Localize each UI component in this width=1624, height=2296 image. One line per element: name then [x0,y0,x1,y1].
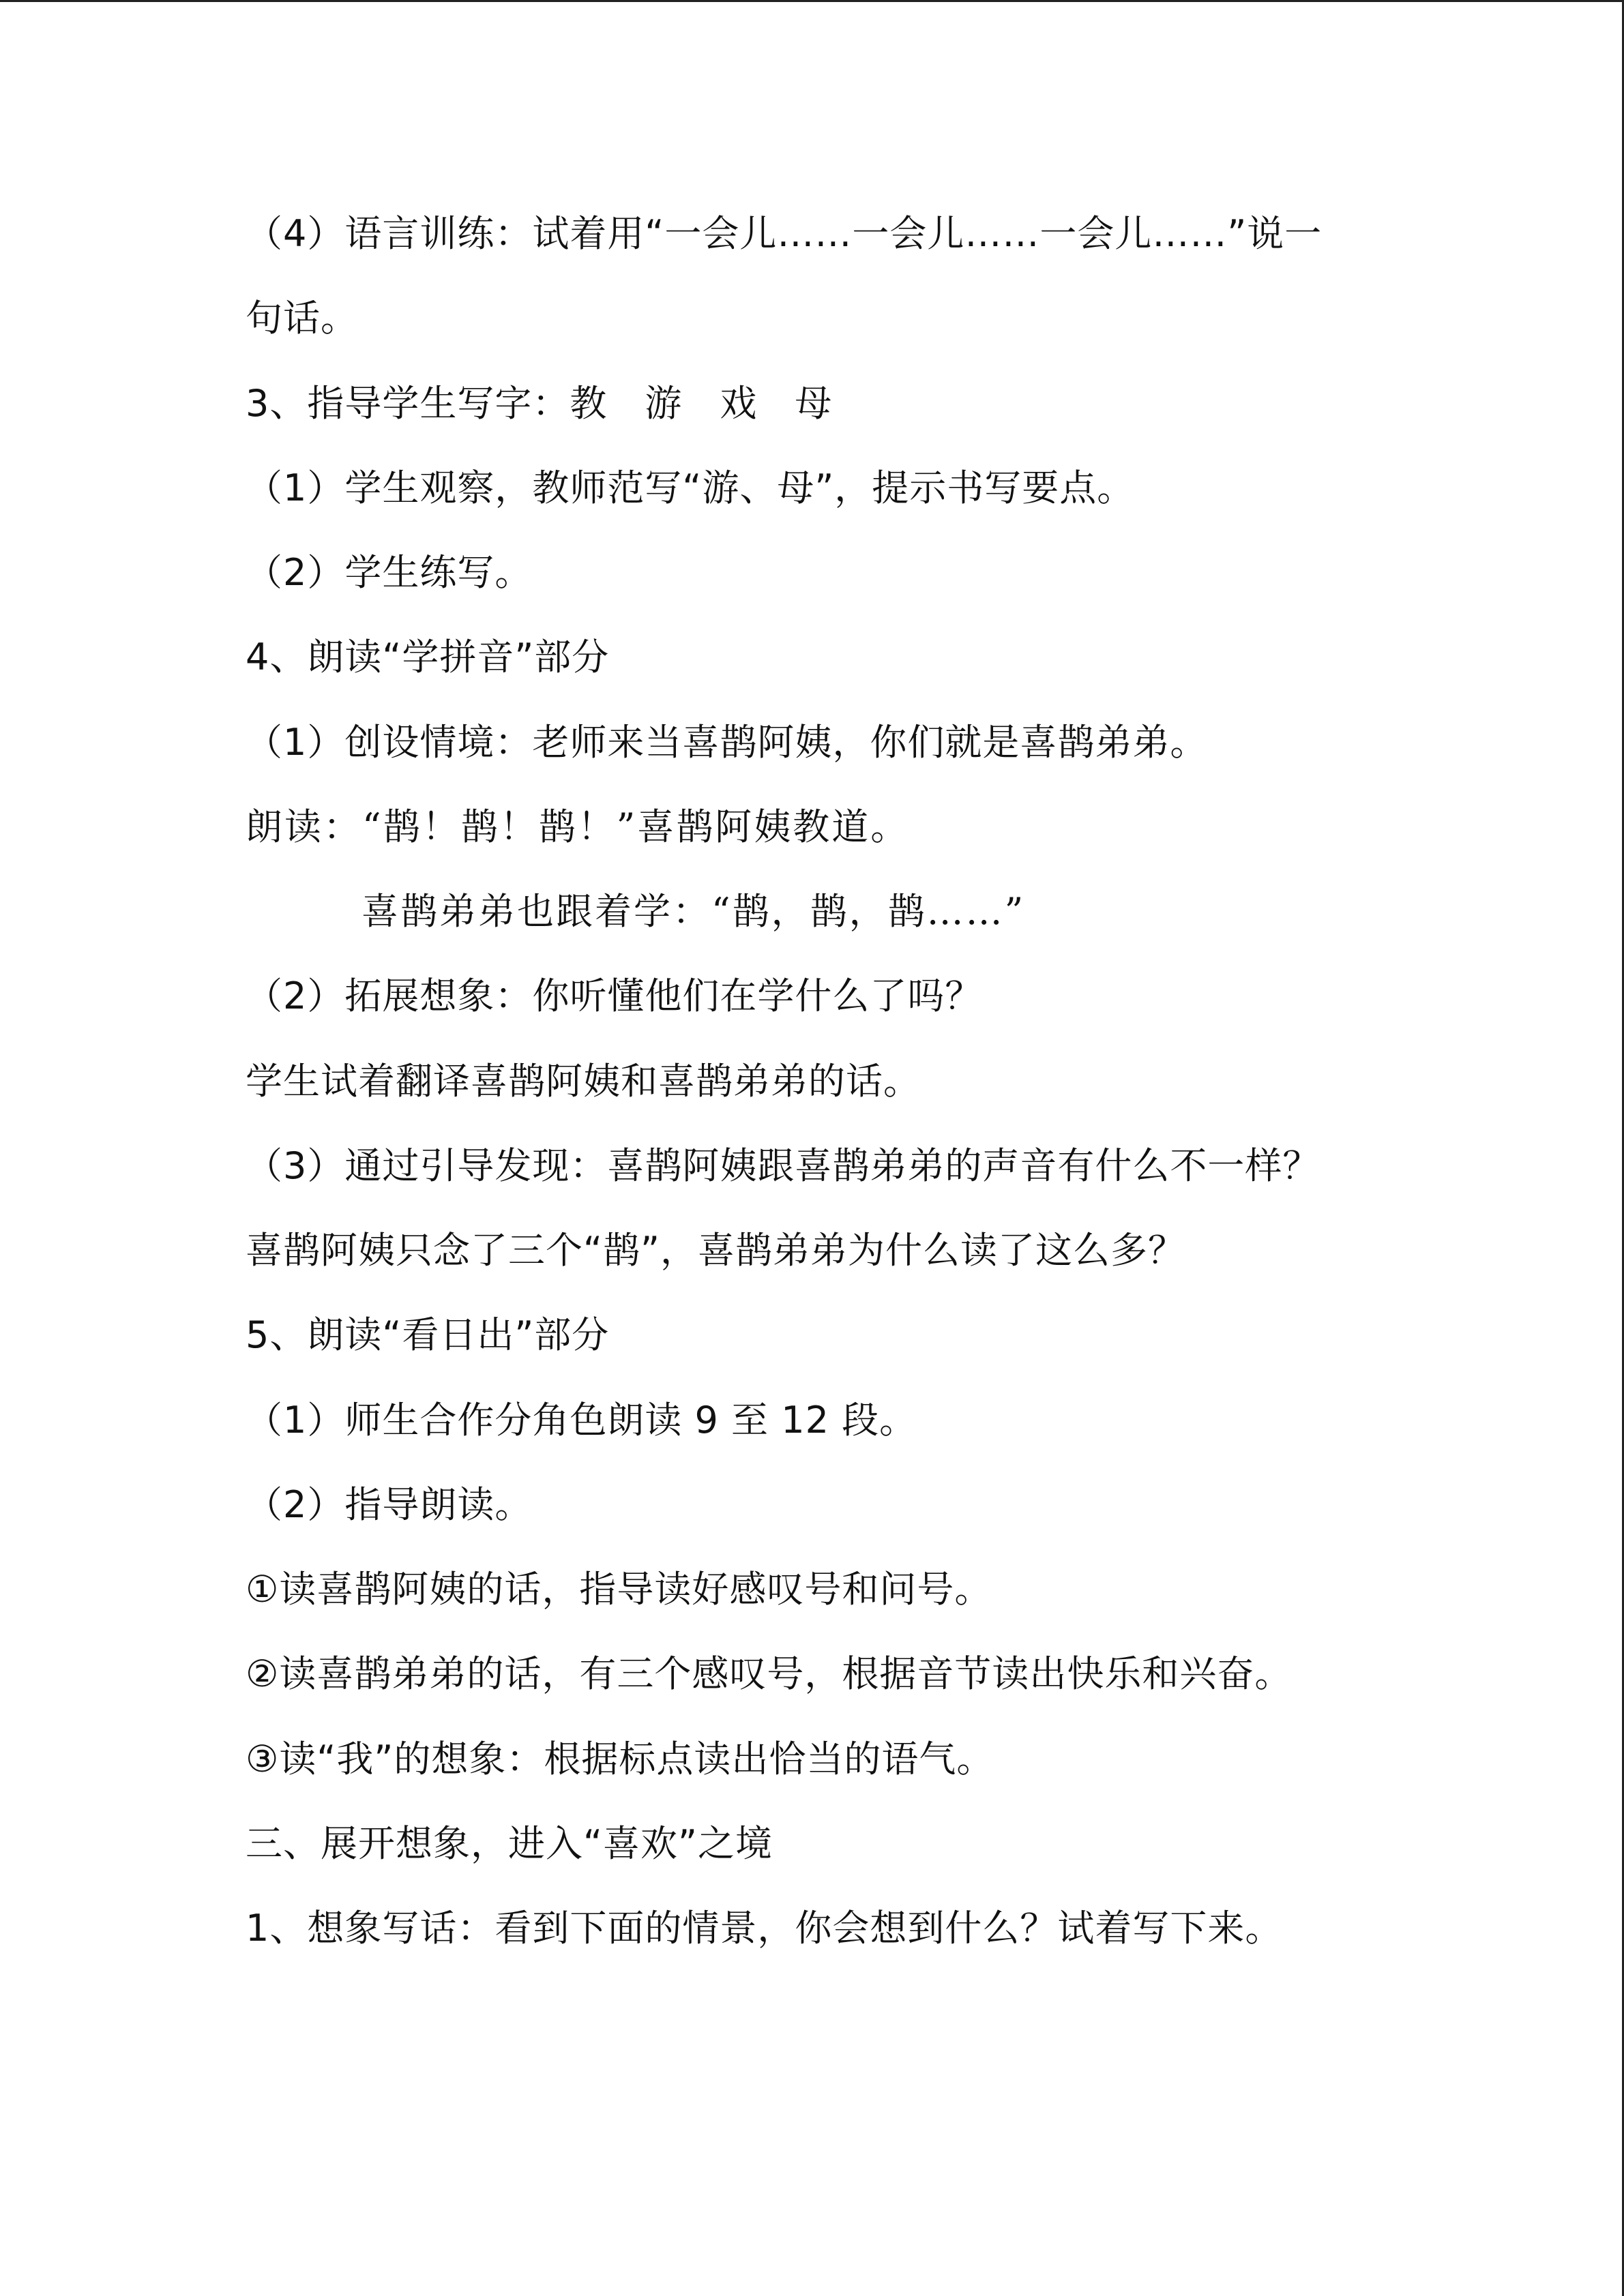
paragraph-line: 喜鹊阿姨只念了三个“鹊”，喜鹊弟弟为什么读了这么多？ [246,1229,1185,1272]
page-border-top [0,0,1624,2]
list-item: ①读喜鹊阿姨的话，指导读好感叹号和问号。 [246,1568,992,1611]
section-heading: 1、想象写话：看到下面的情景，你会想到什么？试着写下来。 [246,1907,1283,1950]
paragraph-line: （2）指导朗读。 [246,1483,533,1526]
paragraph-line: 学生试着翻译喜鹊阿姨和喜鹊弟弟的话。 [246,1060,921,1103]
paragraph-line: （1）学生观察，教师范写“游、母”，提示书写要点。 [246,466,1135,509]
paragraph-line: （1）创设情境：老师来当喜鹊阿姨，你们就是喜鹊弟弟。 [246,721,1208,764]
chapter-heading: 三、展开想象，进入“喜欢”之境 [246,1822,773,1865]
paragraph-line: （3）通过引导发现：喜鹊阿姨跟喜鹊弟弟的声音有什么不一样？ [246,1144,1320,1187]
paragraph-line: （4）语言训练：试着用“一会儿……一会儿……一会儿……”说一 [246,212,1323,255]
paragraph-line: （2）学生练写。 [246,551,533,594]
list-item: ②读喜鹊弟弟的话，有三个感叹号，根据音节读出快乐和兴奋。 [246,1652,1293,1695]
list-item: ③读“我”的想象：根据标点读出恰当的语气。 [246,1738,994,1780]
paragraph-line: （2）拓展想象：你听懂他们在学什么了吗？ [246,974,983,1017]
section-heading: 5、朗读“看日出”部分 [246,1313,610,1356]
paragraph-line: （1）师生合作分角色朗读 9 至 12 段。 [246,1399,917,1442]
reading-line-indented: 喜鹊弟弟也跟着学：“鹊，鹊，鹊……” [361,890,1026,933]
paragraph-line: 句话。 [246,297,358,340]
section-heading: 3、指导学生写字：教 游 戏 母 [246,382,833,425]
reading-line: 朗读：“鹊！鹊！鹊！”喜鹊阿姨教道。 [246,805,910,848]
section-heading: 4、朗读“学拼音”部分 [246,636,610,679]
